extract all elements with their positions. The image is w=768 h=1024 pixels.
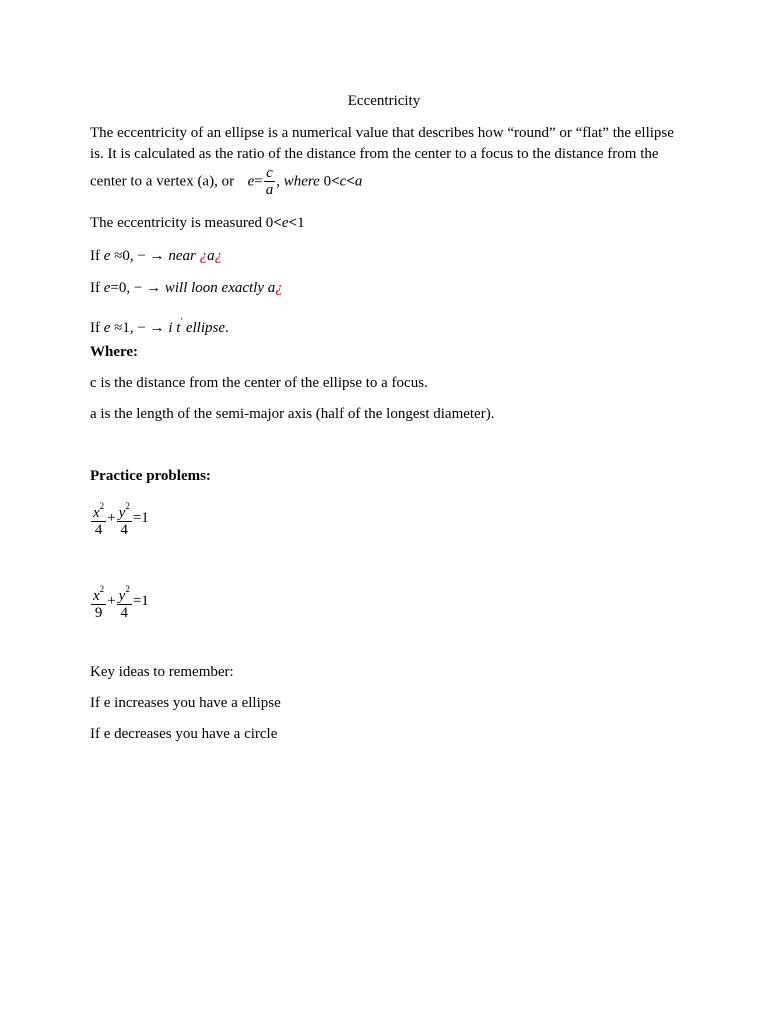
case-if: If [90,280,100,296]
intro-paragraph: The eccentricity of an ellipse is a numerical value that describes how “round” or “flat” the ellipse is. It is calculated as the ratio of the distance from the center to a focus to the distance from the [90,125,674,162]
intro-line3-text: center to a vertex (a), or [90,173,235,190]
case-line-1 [90,246,222,266]
measured-lt-1: < [273,215,282,231]
case-words: near [168,248,196,264]
case-red-mark-1: ¿ [199,248,208,264]
case-e: e [103,320,111,336]
formula-equals: = [254,173,263,190]
where-heading: Where: [90,344,139,360]
case-if: If [90,248,100,264]
case-line-2 [90,278,283,298]
x-denominator: 9 [94,605,103,621]
case-tail: a [207,248,215,264]
rhs-value: 1 [141,592,149,609]
x-exponent: 2 [99,584,105,594]
case-red-mark-2: ¿ [214,248,223,264]
formula-a: a [354,173,363,190]
formula-zero: 0 [323,173,332,190]
measured-text: The eccentricity is measured [90,215,263,231]
key-ideas-heading: Key ideas to remember: [90,664,234,680]
case-period: . [225,320,229,336]
y-denominator: 4 [120,605,128,621]
plus-sign: + [107,509,116,526]
formula-c: c [339,173,347,190]
formula-lt-2: < [346,173,355,190]
case-comma: , [129,248,134,264]
x-fraction [91,498,106,539]
formula-e: e [247,173,255,190]
definition-a: a is the length of the semi-major axis (half of the longest diameter). [90,406,495,422]
case-words: will loon exactly [164,280,264,296]
measured-lt-2: < [288,215,298,231]
measured-one: 1 [297,215,305,231]
y-exponent: 2 [125,501,130,511]
case-rel: = [110,280,119,296]
case-val: 0 [118,280,127,296]
y-exponent: 2 [125,584,130,594]
measured-e: e [281,215,289,231]
intro-formula-line [90,165,362,205]
case-arrow: − → [137,320,165,336]
case-rel: ≈ [114,320,123,336]
practice-problem-1 [90,498,149,539]
case-e: e [103,280,111,296]
case-red-mark: ¿ [275,280,283,296]
key-idea-item: If e decreases you have a circle [90,726,278,742]
key-idea-item: If e increases you have a ellipse [90,695,281,711]
definition-c: c is the distance from the center of the ellipse to a focus. [90,375,428,391]
case-tail: ellipse [185,320,225,336]
case-val: 1 [122,320,130,336]
case-rel: ≈ [114,248,123,264]
plus-sign: + [107,592,116,609]
case-comma: , [126,280,131,296]
case-words: i t [168,320,181,336]
case-prime: ' [180,316,183,326]
x-var: x [93,588,100,604]
y-var: y [118,505,126,521]
case-tail: a [267,280,276,296]
x-denominator: 4 [94,522,103,538]
x-exponent: 2 [99,501,105,511]
rhs-value: 1 [141,509,149,526]
formula-comma: , [276,173,280,190]
case-val: 0 [122,248,130,264]
formula-numerator: c [264,165,276,182]
y-fraction [117,498,132,539]
measured-zero: 0 [265,215,274,231]
y-fraction [117,581,132,622]
case-arrow: − → [133,280,162,296]
equals-sign: = [132,509,142,526]
case-line-3 [90,311,229,338]
practice-problem-2 [90,581,149,622]
case-comma: , [129,320,134,336]
case-arrow: − → [137,248,165,264]
y-var: y [118,588,126,604]
case-if: If [90,320,100,336]
formula-fraction [264,165,276,199]
practice-heading: Practice problems: [90,468,211,484]
formula-lt-1: < [331,173,340,190]
formula-where: where [283,173,320,190]
formula-denominator: a [265,182,274,198]
x-var: x [93,505,100,521]
document-title: Eccentricity [347,93,421,109]
equals-sign: = [132,592,142,609]
y-denominator: 4 [120,522,128,538]
x-fraction [91,581,106,622]
measured-line [90,213,305,233]
case-e: e [103,248,111,264]
